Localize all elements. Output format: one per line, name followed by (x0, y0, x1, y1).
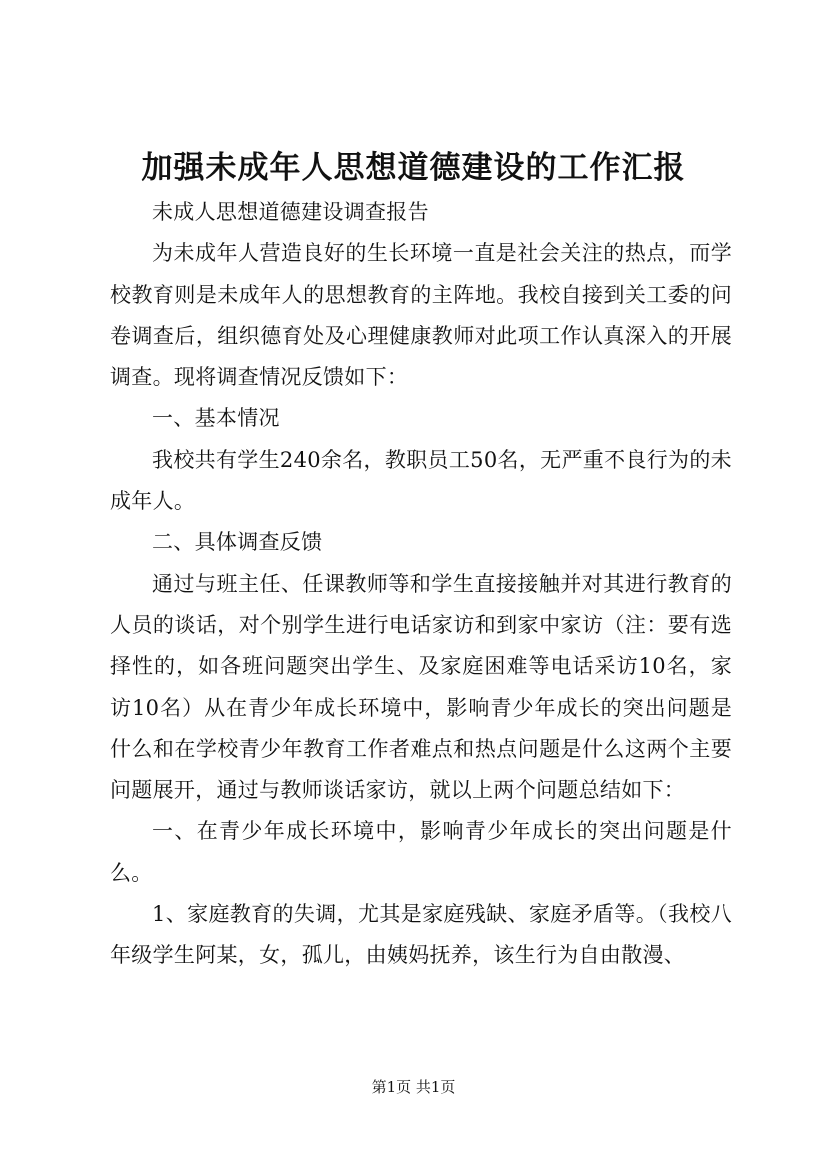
document-body (110, 192, 732, 977)
page-footer: 第1页 共1页 (371, 1078, 456, 1096)
heading-survey-feedback: 二、具体调查反馈 (152, 530, 323, 555)
heading-basic-situation: 一、基本情况 (152, 406, 280, 431)
heading-growth-problems: 一、在青少年成长环境中，影响青少年成长的突出问题是什么。 (110, 819, 732, 885)
paragraph-survey-feedback: 通过与班主任、任课教师等和学生直接接触并对其进行教育的人员的谈话，对个别学生进行电话家访和到家中家访（注：要有选择性的，如各班问题突出学生、及家庭困难等电话采访10名，家访10名）从在青少年成长环境中，影响青少年成长的突出问题是什么和在学校青少年教育工作者难点和热点问题是什么这两个主要问题展开，通过与教师谈话家访，就以上两个问题总结如下： (110, 571, 732, 803)
document-title: 加强未成年人思想道德建设的工作汇报 (141, 150, 686, 186)
paragraph-intro: 为未成年人营造良好的生长环境一直是社会关注的热点，而学校教育则是未成年人的思想教育的主阵地。我校自接到关工委的问卷调查后，组织德育处及心理健康教师对此项工作认真深入的开展调查。现将调查情况反馈如下： (110, 241, 732, 390)
paragraph-family-education: 1、家庭教育的失调，尤其是家庭残缺、家庭矛盾等。（我校八年级学生阿某，女，孤儿，由姨妈抚养，该生行为自由散漫、 (110, 902, 732, 968)
paragraph-basic-situation: 我校共有学生240余名，教职员工50名，无严重不良行为的未成年人。 (110, 447, 732, 514)
paragraph-subtitle: 未成人思想道德建设调查报告 (152, 200, 429, 224)
